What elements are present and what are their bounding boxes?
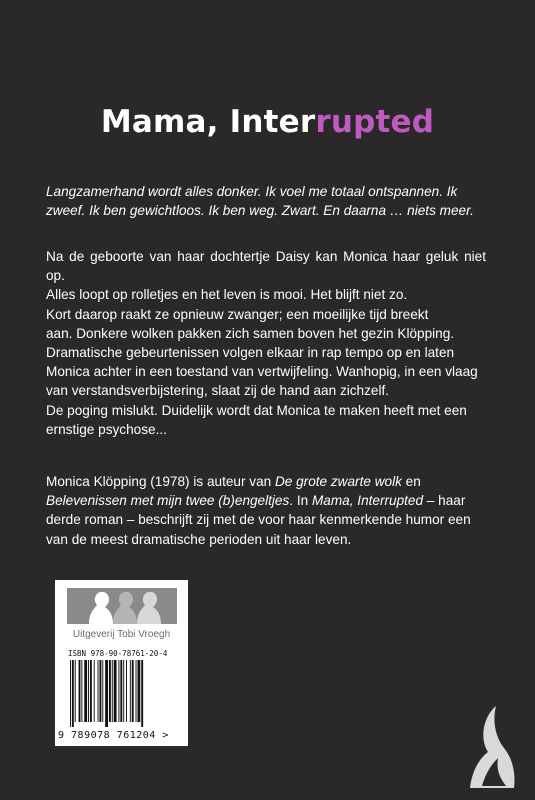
author-line [46, 472, 486, 491]
author-line [46, 491, 486, 510]
story-paragraph [46, 247, 486, 439]
barcode-stripe [90, 660, 92, 722]
barcode-stripe [109, 660, 111, 722]
story-line: aan. Donkere wolken pakken zich samen boven het gezin Klöpping. [46, 325, 455, 341]
author-text: en [401, 474, 421, 489]
barcode-stripe [132, 660, 134, 722]
intro-line: Langzamerhand wordt alles donker. Ik voel me totaal ontspannen. Ik [46, 184, 458, 199]
title-accent: rupted [315, 104, 435, 140]
barcode-stripe [105, 660, 108, 727]
story-line: De poging mislukt. Duidelijk wordt dat Monica te maken heeft met een [46, 402, 467, 418]
intro-line: zweef. Ik ben gewichtloos. Ik ben weg. Zwart. En daarna … niets meer. [46, 203, 474, 219]
story-line: Alles loopt op rolletjes en het leven is mooi. Het blijft niet zo. [46, 287, 408, 303]
author-text: . In [289, 493, 312, 509]
barcode-stripe [70, 660, 71, 727]
barcode-stripe [136, 660, 137, 722]
story-line: Dramatische gebeurtenissen volgen elkaar in rap tempo op en laten [46, 345, 455, 361]
story-line: Na de geboorte van haar dochtertje Daisy kan Monica haar geluk niet op. [46, 249, 486, 284]
publisher-name: Uitgeverij Tobi Vroegh [72, 629, 171, 640]
story-line: Monica achter in een toestand van vertwijfeling. Wanhopig, in een vlaag [46, 364, 478, 380]
book-reference: De grote zwarte wolk [274, 474, 402, 489]
isbn-label: ISBN 978-90-78761-20-4 [68, 649, 168, 658]
story-line: ernstige psychose... [46, 421, 167, 437]
author-paragraph [46, 472, 486, 549]
barcode-stripe [141, 660, 143, 727]
barcode-stripe [94, 660, 95, 722]
barcode-stripe [102, 660, 103, 722]
author-line: van de meest dramatische perioden uit haar leven. [46, 531, 352, 547]
barcode-stripe [114, 660, 117, 722]
barcode-stripe [137, 660, 140, 722]
author-text: – haar [423, 493, 466, 509]
book-reference: Belevenissen met mijn twee (b)engeltjes [46, 493, 290, 509]
barcode-stripe [75, 660, 76, 722]
author-line: derde roman – beschrijft zij met de voor haar kenmerkende humor een [46, 512, 471, 528]
barcode-icon [68, 660, 178, 727]
barcode-stripe [118, 660, 119, 722]
barcode-stripe [99, 660, 101, 722]
title-main: Mama, Inter [100, 104, 316, 140]
tobi-vroegh-mark-icon [462, 700, 522, 790]
book-reference: Mama, Interrupted [311, 493, 424, 509]
barcode-stripe [130, 660, 131, 722]
barcode-stripe [123, 660, 124, 722]
barcode-stripe [72, 660, 74, 727]
book-title [0, 104, 535, 140]
barcode-panel [55, 580, 188, 746]
barcode-stripe [126, 660, 127, 722]
three-silhouettes-logo-icon [67, 588, 177, 624]
barcode-stripe [120, 660, 122, 722]
story-line: van verstandsverbijstering, slaat zij de hand aan zichzelf. [46, 383, 390, 399]
barcode-stripe [84, 660, 87, 722]
barcode-stripe [98, 660, 99, 722]
barcode-stripe [88, 660, 89, 722]
story-line: Kort daarop raakt ze opnieuw zwanger; een moeilijke tijd breekt [46, 306, 429, 322]
intro-paragraph [46, 182, 486, 220]
author-text: Monica Klöpping (1978) is auteur van [46, 474, 275, 489]
ean-digits: 9 789078 761204 > [58, 730, 169, 741]
barcode-stripe [79, 660, 81, 722]
barcode-stripe [81, 660, 82, 722]
barcode-stripe [112, 660, 113, 722]
